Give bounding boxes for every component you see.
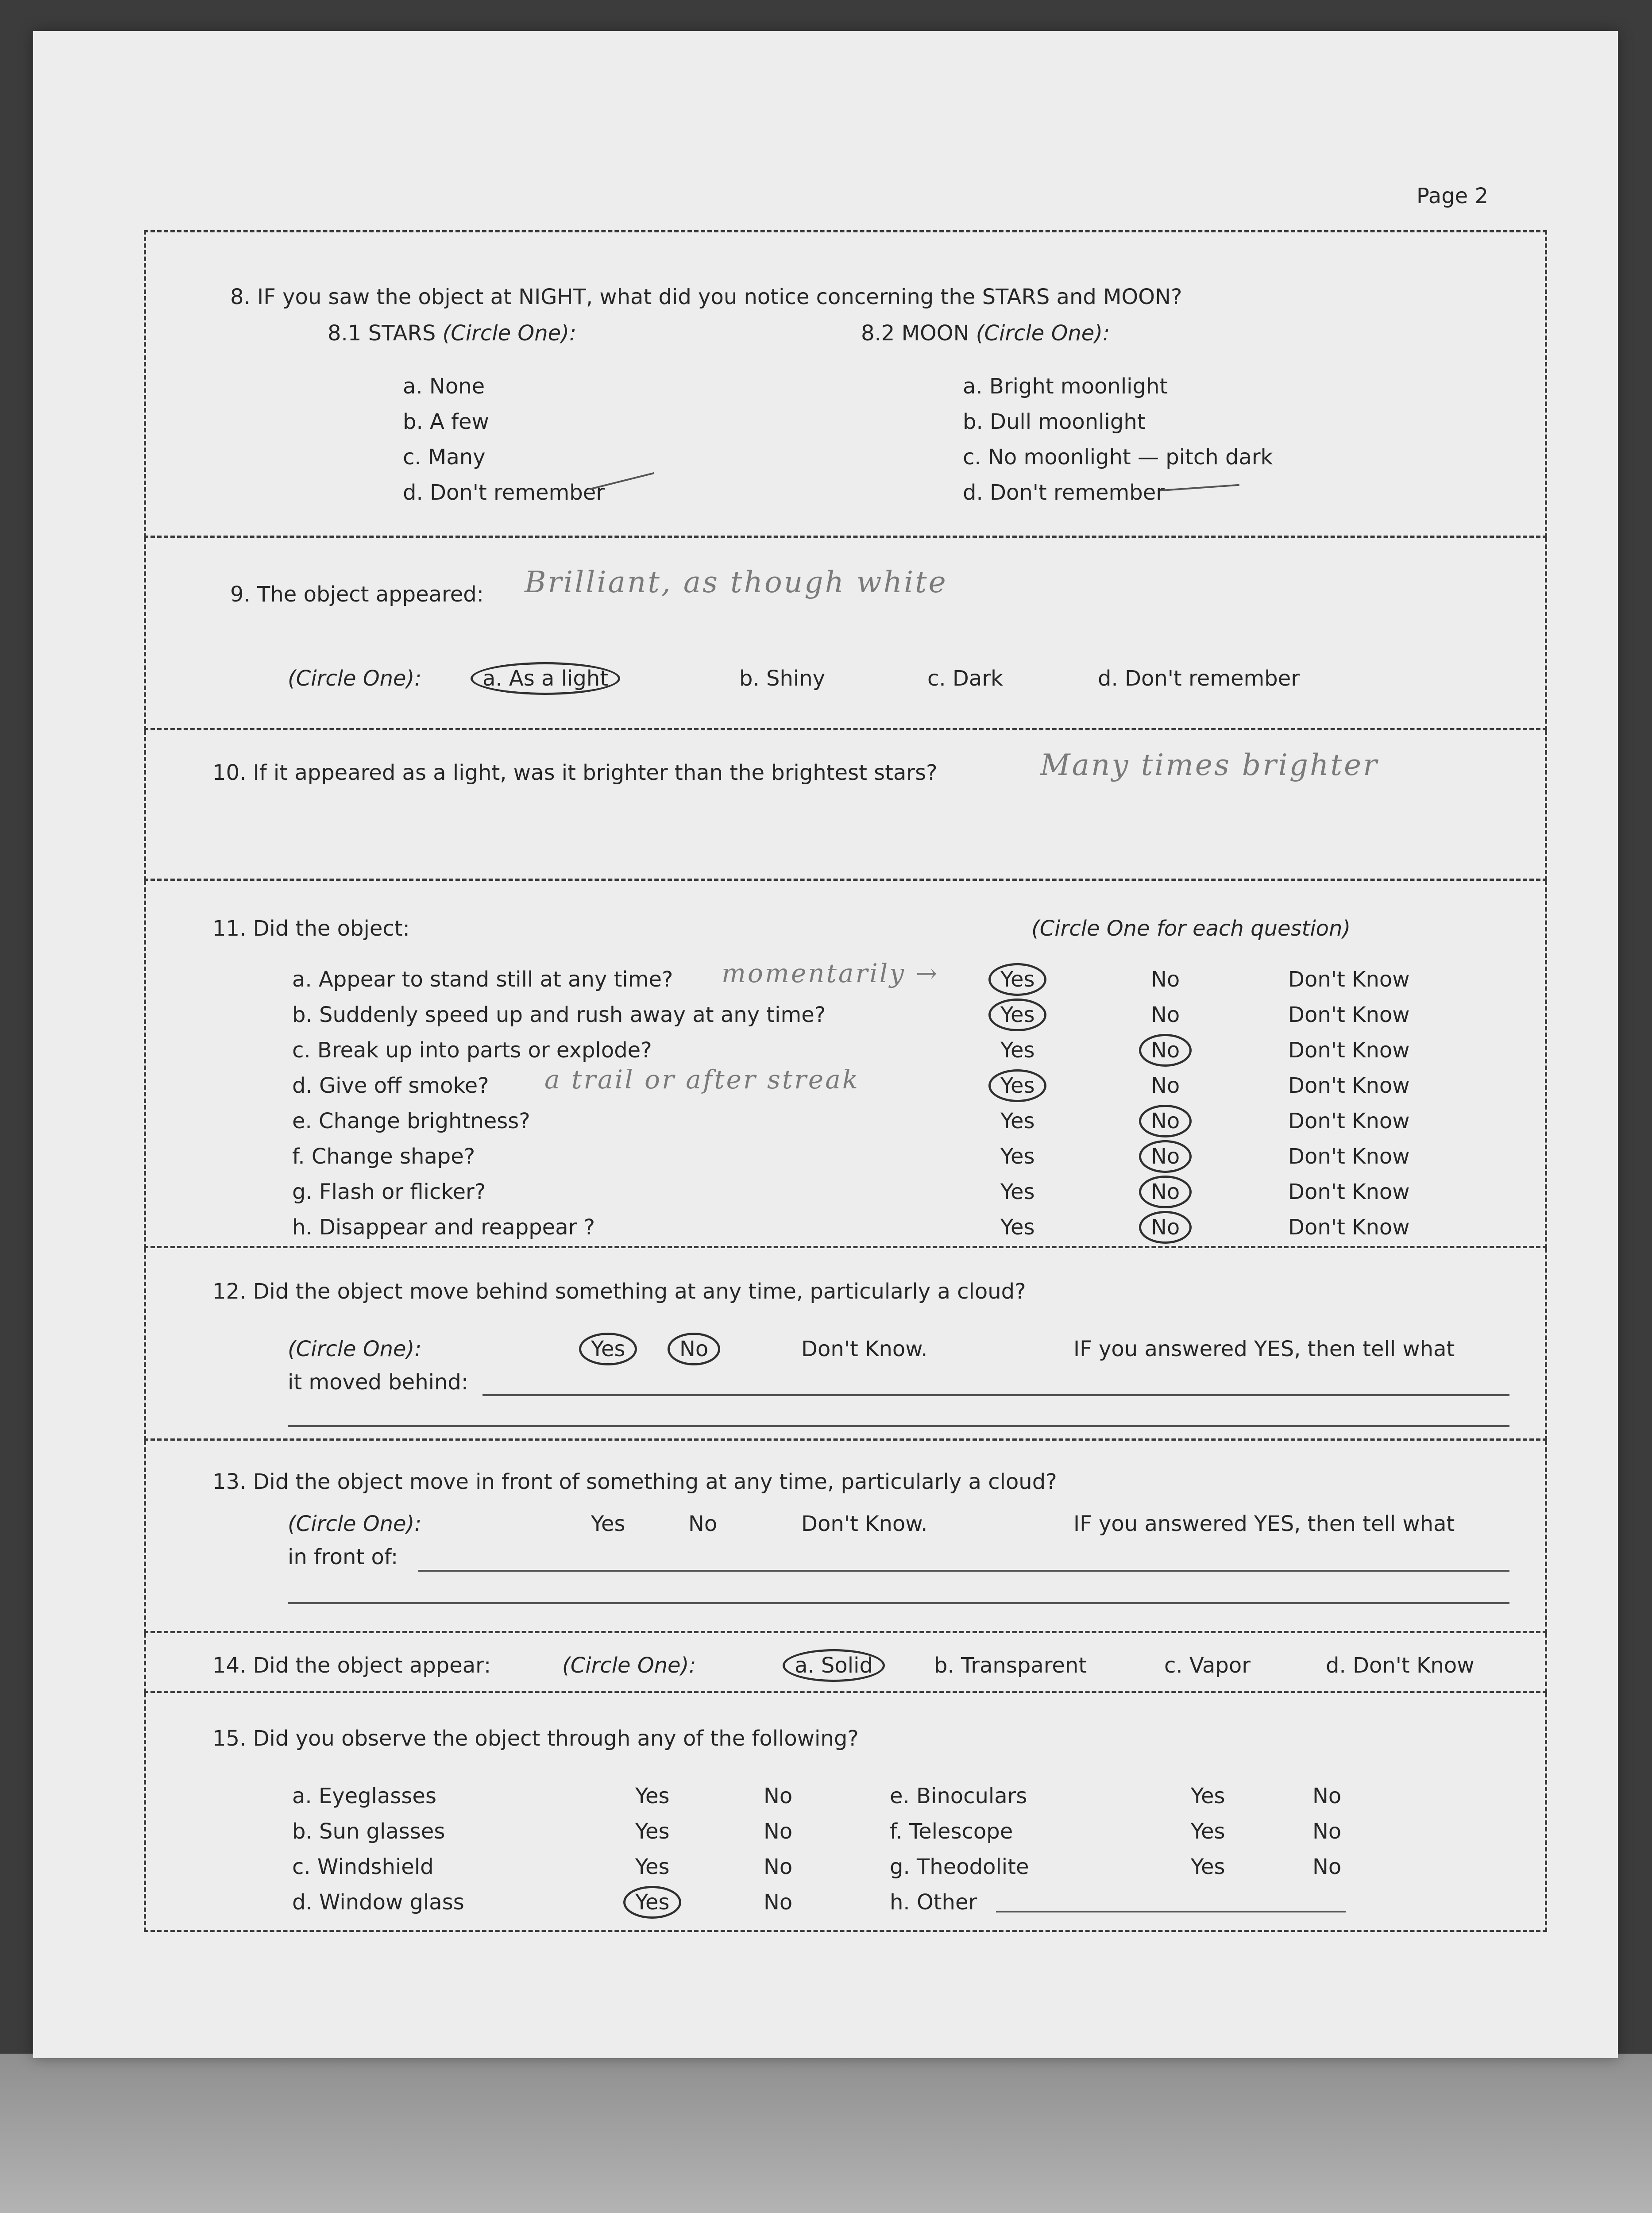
question-11-no[interactable] — [1151, 1038, 1180, 1063]
moon-heading: 8.2 MOON (Circle One): — [861, 321, 1110, 346]
question-15-yes[interactable] — [635, 1890, 669, 1915]
answer-text: d. Window glass — [292, 1890, 464, 1915]
stars-option-a[interactable]: a. None — [403, 374, 485, 399]
question-15-yes[interactable] — [635, 1819, 669, 1844]
question-9-option-c[interactable]: c. Dark — [927, 666, 1003, 691]
question-9-section — [144, 538, 1547, 730]
stars-heading: 8.1 STARS (Circle One): — [328, 321, 577, 346]
question-15-item-label — [890, 1854, 1029, 1879]
stars-option-d[interactable]: d. Don't remember — [403, 480, 605, 505]
question-15-other-line[interactable] — [996, 1911, 1346, 1912]
answer-text: Yes — [635, 1819, 670, 1844]
moon-option-d[interactable]: d. Don't remember — [963, 480, 1165, 505]
question-11-dont-know[interactable] — [1288, 1073, 1410, 1098]
answer-text: Don't Know — [1288, 1073, 1410, 1098]
question-11-yes[interactable] — [1000, 1180, 1034, 1204]
question-9-option-a[interactable] — [482, 666, 608, 691]
question-11-row-label: g. Flash or flicker? — [292, 1180, 486, 1204]
question-12-moved-label: it moved behind: — [288, 1370, 469, 1395]
answer-text: No — [1312, 1819, 1342, 1844]
answer-circle: Yes — [988, 963, 1046, 996]
question-9-handwritten-answer: Brilliant, as though white — [525, 565, 948, 599]
question-11-yes[interactable] — [1000, 1002, 1034, 1027]
question-12-text: 12. Did the object move behind something at any time, particularly a cloud? — [212, 1279, 1026, 1304]
question-15-item-label — [292, 1819, 445, 1844]
question-12-instruction: (Circle One): — [288, 1337, 422, 1361]
question-15-item-label — [890, 1819, 1013, 1844]
question-15-text: 15. Did you observe the object through any of the following? — [212, 1726, 859, 1751]
question-15-no[interactable] — [764, 1784, 792, 1808]
question-11-yes[interactable] — [1000, 1038, 1034, 1063]
question-11-row-label: f. Change shape? — [292, 1144, 475, 1169]
answer-text: Yes — [1000, 1180, 1035, 1204]
answer-text: No — [1151, 1002, 1180, 1027]
question-11-dont-know[interactable] — [1288, 1180, 1410, 1204]
question-11-yes[interactable] — [1000, 1144, 1034, 1169]
question-11-no[interactable] — [1151, 1180, 1180, 1204]
page-label: Page 2 — [1417, 184, 1488, 208]
question-10-text: 10. If it appeared as a light, was it brighter than the brightest stars? — [212, 760, 938, 785]
question-15-no[interactable] — [764, 1890, 792, 1915]
photo-backdrop — [0, 2054, 1652, 2213]
question-13-front-label: in front of: — [288, 1545, 398, 1569]
question-10-handwritten-answer: Many times brighter — [1040, 748, 1379, 782]
question-13-answer-line-2[interactable] — [288, 1602, 1509, 1604]
question-14-instruction: (Circle One): — [562, 1653, 696, 1678]
question-11-no[interactable] — [1151, 967, 1180, 992]
answer-circle: No — [1139, 1034, 1192, 1067]
answer-circle: No — [1139, 1105, 1192, 1137]
question-8-text: 8. IF you saw the object at NIGHT, what did you notice concerning the STARS and MOON? — [230, 285, 1182, 309]
question-11-no[interactable] — [1151, 1215, 1180, 1240]
question-13-instruction: (Circle One): — [288, 1511, 422, 1536]
answer-circle: No — [1139, 1176, 1192, 1208]
question-12-no[interactable] — [679, 1337, 708, 1361]
question-13-followup: IF you answered YES, then tell what — [1073, 1511, 1455, 1536]
moon-option-a[interactable]: a. Bright moonlight — [963, 374, 1168, 399]
question-14-section — [144, 1633, 1547, 1693]
answer-circle: Yes — [988, 1069, 1046, 1102]
question-9-instruction: (Circle One): — [288, 666, 422, 691]
question-15-other-label: h. Other — [890, 1890, 977, 1915]
question-8-section — [144, 230, 1547, 538]
question-11-yes[interactable] — [1000, 1215, 1034, 1240]
answer-text: g. Theodolite — [890, 1854, 1029, 1879]
question-15-yes[interactable] — [635, 1784, 669, 1808]
question-11-row-label: d. Give off smoke? — [292, 1073, 489, 1098]
answer-text: Yes — [1191, 1819, 1225, 1844]
answer-text: Yes — [1000, 1038, 1035, 1063]
answer-text: b. Sun glasses — [292, 1819, 445, 1844]
answer-circle: No — [668, 1333, 720, 1365]
answer-text: Don't Know — [1288, 1038, 1410, 1063]
answer-text: No — [1312, 1854, 1342, 1879]
answer-text: Don't Know — [1288, 1180, 1410, 1204]
question-14-option-a[interactable] — [795, 1653, 873, 1678]
question-15-no[interactable] — [764, 1854, 792, 1879]
answer-circle: Yes — [988, 999, 1046, 1031]
form-page — [33, 31, 1618, 2058]
question-11-row-label: c. Break up into parts or explode? — [292, 1038, 652, 1063]
answer-text: No — [1151, 967, 1180, 992]
question-11-no[interactable] — [1151, 1002, 1180, 1027]
question-11-row-label: h. Disappear and reappear ? — [292, 1215, 595, 1240]
question-15-no[interactable] — [1312, 1784, 1341, 1808]
question-14-option-b[interactable]: b. Transparent — [934, 1653, 1087, 1678]
question-11-instruction: (Circle One for each question) — [1031, 916, 1351, 941]
question-11-dont-know[interactable] — [1288, 1002, 1410, 1027]
answer-text: No — [764, 1890, 793, 1915]
answer-circle: Yes — [623, 1886, 681, 1919]
question-9-text: 9. The object appeared: — [230, 582, 484, 607]
question-13-dont-know[interactable]: Don't Know. — [801, 1511, 928, 1536]
stars-option-b[interactable]: b. A few — [403, 409, 489, 434]
answer-text: Yes — [635, 1784, 670, 1808]
question-11-text: 11. Did the object: — [212, 916, 410, 941]
question-9-option-d[interactable]: d. Don't remember — [1098, 666, 1300, 691]
answer-text: a. Eyeglasses — [292, 1784, 436, 1808]
question-12-followup: IF you answered YES, then tell what — [1073, 1337, 1455, 1361]
question-15-yes[interactable] — [1191, 1784, 1225, 1808]
moon-option-c[interactable]: c. No moonlight — pitch dark — [963, 445, 1273, 470]
question-10-section — [144, 730, 1547, 881]
answer-text: Yes — [1000, 1109, 1035, 1133]
question-12-answer-line-2[interactable] — [288, 1425, 1509, 1427]
question-11-no[interactable] — [1151, 1144, 1180, 1169]
question-13-section — [144, 1441, 1547, 1633]
answer-circle: No — [1139, 1140, 1192, 1173]
question-14-option-c[interactable]: c. Vapor — [1164, 1653, 1251, 1678]
answer-text: e. Binoculars — [890, 1784, 1027, 1808]
answer-text: No — [764, 1784, 793, 1808]
answer-circle: a. As a light — [471, 662, 620, 695]
question-11-dont-know[interactable] — [1288, 1109, 1410, 1133]
question-15-item-label — [292, 1854, 434, 1879]
question-15-item-label — [292, 1784, 436, 1808]
question-15-section — [144, 1693, 1547, 1932]
question-11-row-label: e. Change brightness? — [292, 1109, 530, 1133]
question-12-dont-know[interactable]: Don't Know. — [801, 1337, 928, 1361]
question-15-item-label — [890, 1784, 1027, 1808]
question-11-yes[interactable] — [1000, 1073, 1034, 1098]
question-11-yes[interactable] — [1000, 1109, 1034, 1133]
question-11-yes[interactable] — [1000, 967, 1034, 992]
question-15-no[interactable] — [1312, 1854, 1341, 1879]
question-11-dont-know[interactable] — [1288, 1144, 1410, 1169]
question-15-item-label — [292, 1890, 464, 1915]
answer-text: No — [1312, 1784, 1342, 1808]
question-15-yes[interactable] — [1191, 1819, 1225, 1844]
answer-circle: No — [1139, 1211, 1192, 1244]
question-9-option-b[interactable]: b. Shiny — [739, 666, 826, 691]
question-11-dont-know[interactable] — [1288, 967, 1410, 992]
answer-text: Don't Know — [1288, 1002, 1410, 1027]
answer-text: f. Telescope — [890, 1819, 1013, 1844]
question-11-dont-know[interactable] — [1288, 1038, 1410, 1063]
answer-text: Yes — [1191, 1784, 1225, 1808]
moon-option-b[interactable]: b. Dull moonlight — [963, 409, 1146, 434]
answer-text: Yes — [1000, 1215, 1035, 1240]
question-12-answer-line-1[interactable] — [482, 1394, 1509, 1396]
question-13-text: 13. Did the object move in front of something at any time, particularly a cloud? — [212, 1469, 1057, 1494]
answer-circle: Yes — [579, 1333, 637, 1365]
question-11-row-label: b. Suddenly speed up and rush away at any time? — [292, 1002, 826, 1027]
answer-text: Yes — [635, 1854, 670, 1879]
answer-text: Don't Know — [1288, 1215, 1410, 1240]
question-11-section — [144, 881, 1547, 1248]
answer-text: No — [764, 1819, 793, 1844]
question-12-section — [144, 1248, 1547, 1441]
question-14-text: 14. Did the object appear: — [212, 1653, 491, 1678]
answer-text: Yes — [1191, 1854, 1225, 1879]
answer-text: Yes — [1000, 1144, 1035, 1169]
answer-text: No — [764, 1854, 793, 1879]
question-11-row-label: a. Appear to stand still at any time? — [292, 967, 673, 992]
question-11-no[interactable] — [1151, 1109, 1180, 1133]
question-11-dont-know[interactable] — [1288, 1215, 1410, 1240]
answer-circle: a. Solid — [783, 1649, 885, 1682]
question-13-no[interactable]: No — [688, 1511, 718, 1536]
question-12-yes[interactable] — [591, 1337, 625, 1361]
question-13-answer-line-1[interactable] — [418, 1570, 1509, 1572]
question-11-no[interactable] — [1151, 1073, 1180, 1098]
answer-text: Don't Know — [1288, 1144, 1410, 1169]
moon-check-mark — [1160, 484, 1239, 492]
question-14-option-d[interactable]: d. Don't Know — [1326, 1653, 1474, 1678]
answer-text: Don't Know — [1288, 1109, 1410, 1133]
question-15-no[interactable] — [764, 1819, 792, 1844]
answer-text: Don't Know — [1288, 967, 1410, 992]
question-11a-note: momentarily → — [722, 958, 939, 988]
question-15-yes[interactable] — [1191, 1854, 1225, 1879]
question-11d-note: a trail or after streak — [544, 1064, 860, 1095]
question-15-no[interactable] — [1312, 1819, 1341, 1844]
question-13-yes[interactable]: Yes — [591, 1511, 625, 1536]
stars-option-c[interactable]: c. Many — [403, 445, 486, 470]
answer-text: No — [1151, 1073, 1180, 1098]
question-15-yes[interactable] — [635, 1854, 669, 1879]
answer-text: c. Windshield — [292, 1854, 434, 1879]
